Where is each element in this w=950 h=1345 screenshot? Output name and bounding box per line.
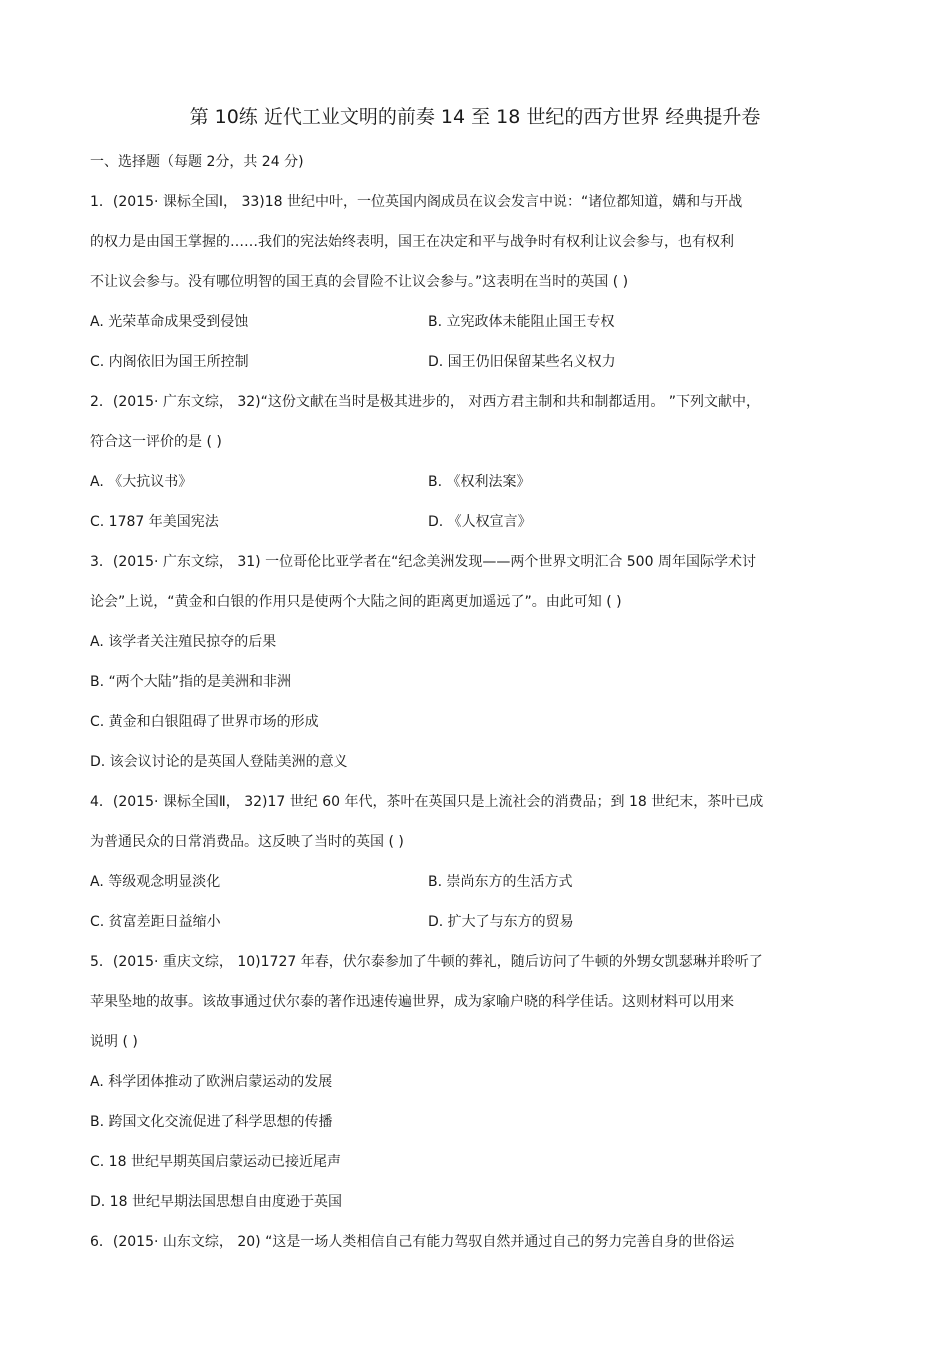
- question-1-line-1: 1．(2015· 课标全国Ⅰ， 33)18 世纪中叶，一位英国内阁成员在议会发言中说：“诸位都知道，媾和与开战: [90, 194, 743, 210]
- question-4-line-2: 为普通民众的日常消费品。这反映了当时的英国 ( ): [90, 834, 404, 850]
- question-3-line-1: 3．(2015· 广东文综， 31) 一位哥伦比亚学者在“纪念美洲发现——两个世界文明汇合 500 周年国际学术讨: [90, 554, 756, 570]
- question-2-option-b: B. 《权利法案》: [428, 474, 531, 490]
- question-3-option-c: C. 黄金和白银阻碍了世界市场的形成: [90, 714, 319, 730]
- question-3-line-2: 论会”上说，“黄金和白银的作用只是使两个大陆之间的距离更加遥远了”。由此可知 ( ): [90, 594, 622, 610]
- question-1-line-3: 不让议会参与。没有哪位明智的国王真的会冒险不让议会参与。”这表明在当时的英国 ( ): [90, 274, 629, 290]
- document-title: 第 10练 近代工业文明的前奏 14 至 18 世纪的西方世界 经典提升卷: [189, 106, 761, 128]
- question-4-option-c: C. 贫富差距日益缩小: [90, 914, 221, 930]
- question-2-option-a: A. 《大抗议书》: [90, 474, 193, 490]
- question-4-line-1: 4．(2015· 课标全国Ⅱ， 32)17 世纪 60 年代，茶叶在英国只是上流社会的消费品；到 18 世纪末，茶叶已成: [90, 794, 764, 810]
- question-5-option-c: C. 18 世纪早期英国启蒙运动已接近尾声: [90, 1154, 341, 1170]
- question-3-option-d: D. 该会议讨论的是英国人登陆美洲的意义: [90, 754, 348, 770]
- question-1-option-a: A. 光荣革命成果受到侵蚀: [90, 314, 249, 330]
- question-5-line-3: 说明 ( ): [90, 1034, 138, 1050]
- question-2-option-c: C. 1787 年美国宪法: [90, 514, 219, 530]
- question-1-option-b: B. 立宪政体未能阻止国王专权: [428, 314, 615, 330]
- question-1-option-c: C. 内阁依旧为国王所控制: [90, 354, 249, 370]
- question-5-line-2: 苹果坠地的故事。该故事通过伏尔泰的著作迅速传遍世界，成为家喻户晓的科学佳话。这则材料可以用来: [90, 994, 734, 1010]
- question-5-option-b: B. 跨国文化交流促进了科学思想的传播: [90, 1114, 333, 1130]
- question-3-option-a: A. 该学者关注殖民掠夺的后果: [90, 634, 277, 650]
- question-2-line-1: 2．(2015· 广东文综， 32)“这份文献在当时是极其进步的， 对西方君主制和共和制都适用。 ”下列文献中，: [90, 394, 761, 410]
- question-4-option-a: A. 等级观念明显淡化: [90, 874, 221, 890]
- question-2-option-d: D. 《人权宣言》: [428, 514, 532, 530]
- question-4-option-d: D. 扩大了与东方的贸易: [428, 914, 574, 930]
- question-3-option-b: B. “两个大陆”指的是美洲和非洲: [90, 674, 292, 690]
- question-1-line-2: 的权力是由国王掌握的……我们的宪法始终表明，国王在决定和平与战争时有权利让议会参与，也有权利: [90, 234, 734, 250]
- question-5-option-a: A. 科学团体推动了欧洲启蒙运动的发展: [90, 1074, 333, 1090]
- question-5-option-d: D. 18 世纪早期法国思想自由度逊于英国: [90, 1194, 342, 1210]
- question-1-option-d: D. 国王仍旧保留某些名义权力: [428, 354, 616, 370]
- question-6-line-1: 6．(2015· 山东文综， 20) “这是一场人类相信自己有能力驾驭自然并通过自己的努力完善自身的世俗运: [90, 1234, 735, 1250]
- question-5-line-1: 5．(2015· 重庆文综， 10)1727 年春，伏尔泰参加了牛顿的葬礼，随后访问了牛顿的外甥女凯瑟琳并聆听了: [90, 954, 763, 970]
- question-4-option-b: B. 崇尚东方的生活方式: [428, 874, 573, 890]
- question-2-line-2: 符合这一评价的是 ( ): [90, 434, 222, 450]
- section-heading: 一、选择题（每题 2分，共 24 分): [90, 154, 304, 170]
